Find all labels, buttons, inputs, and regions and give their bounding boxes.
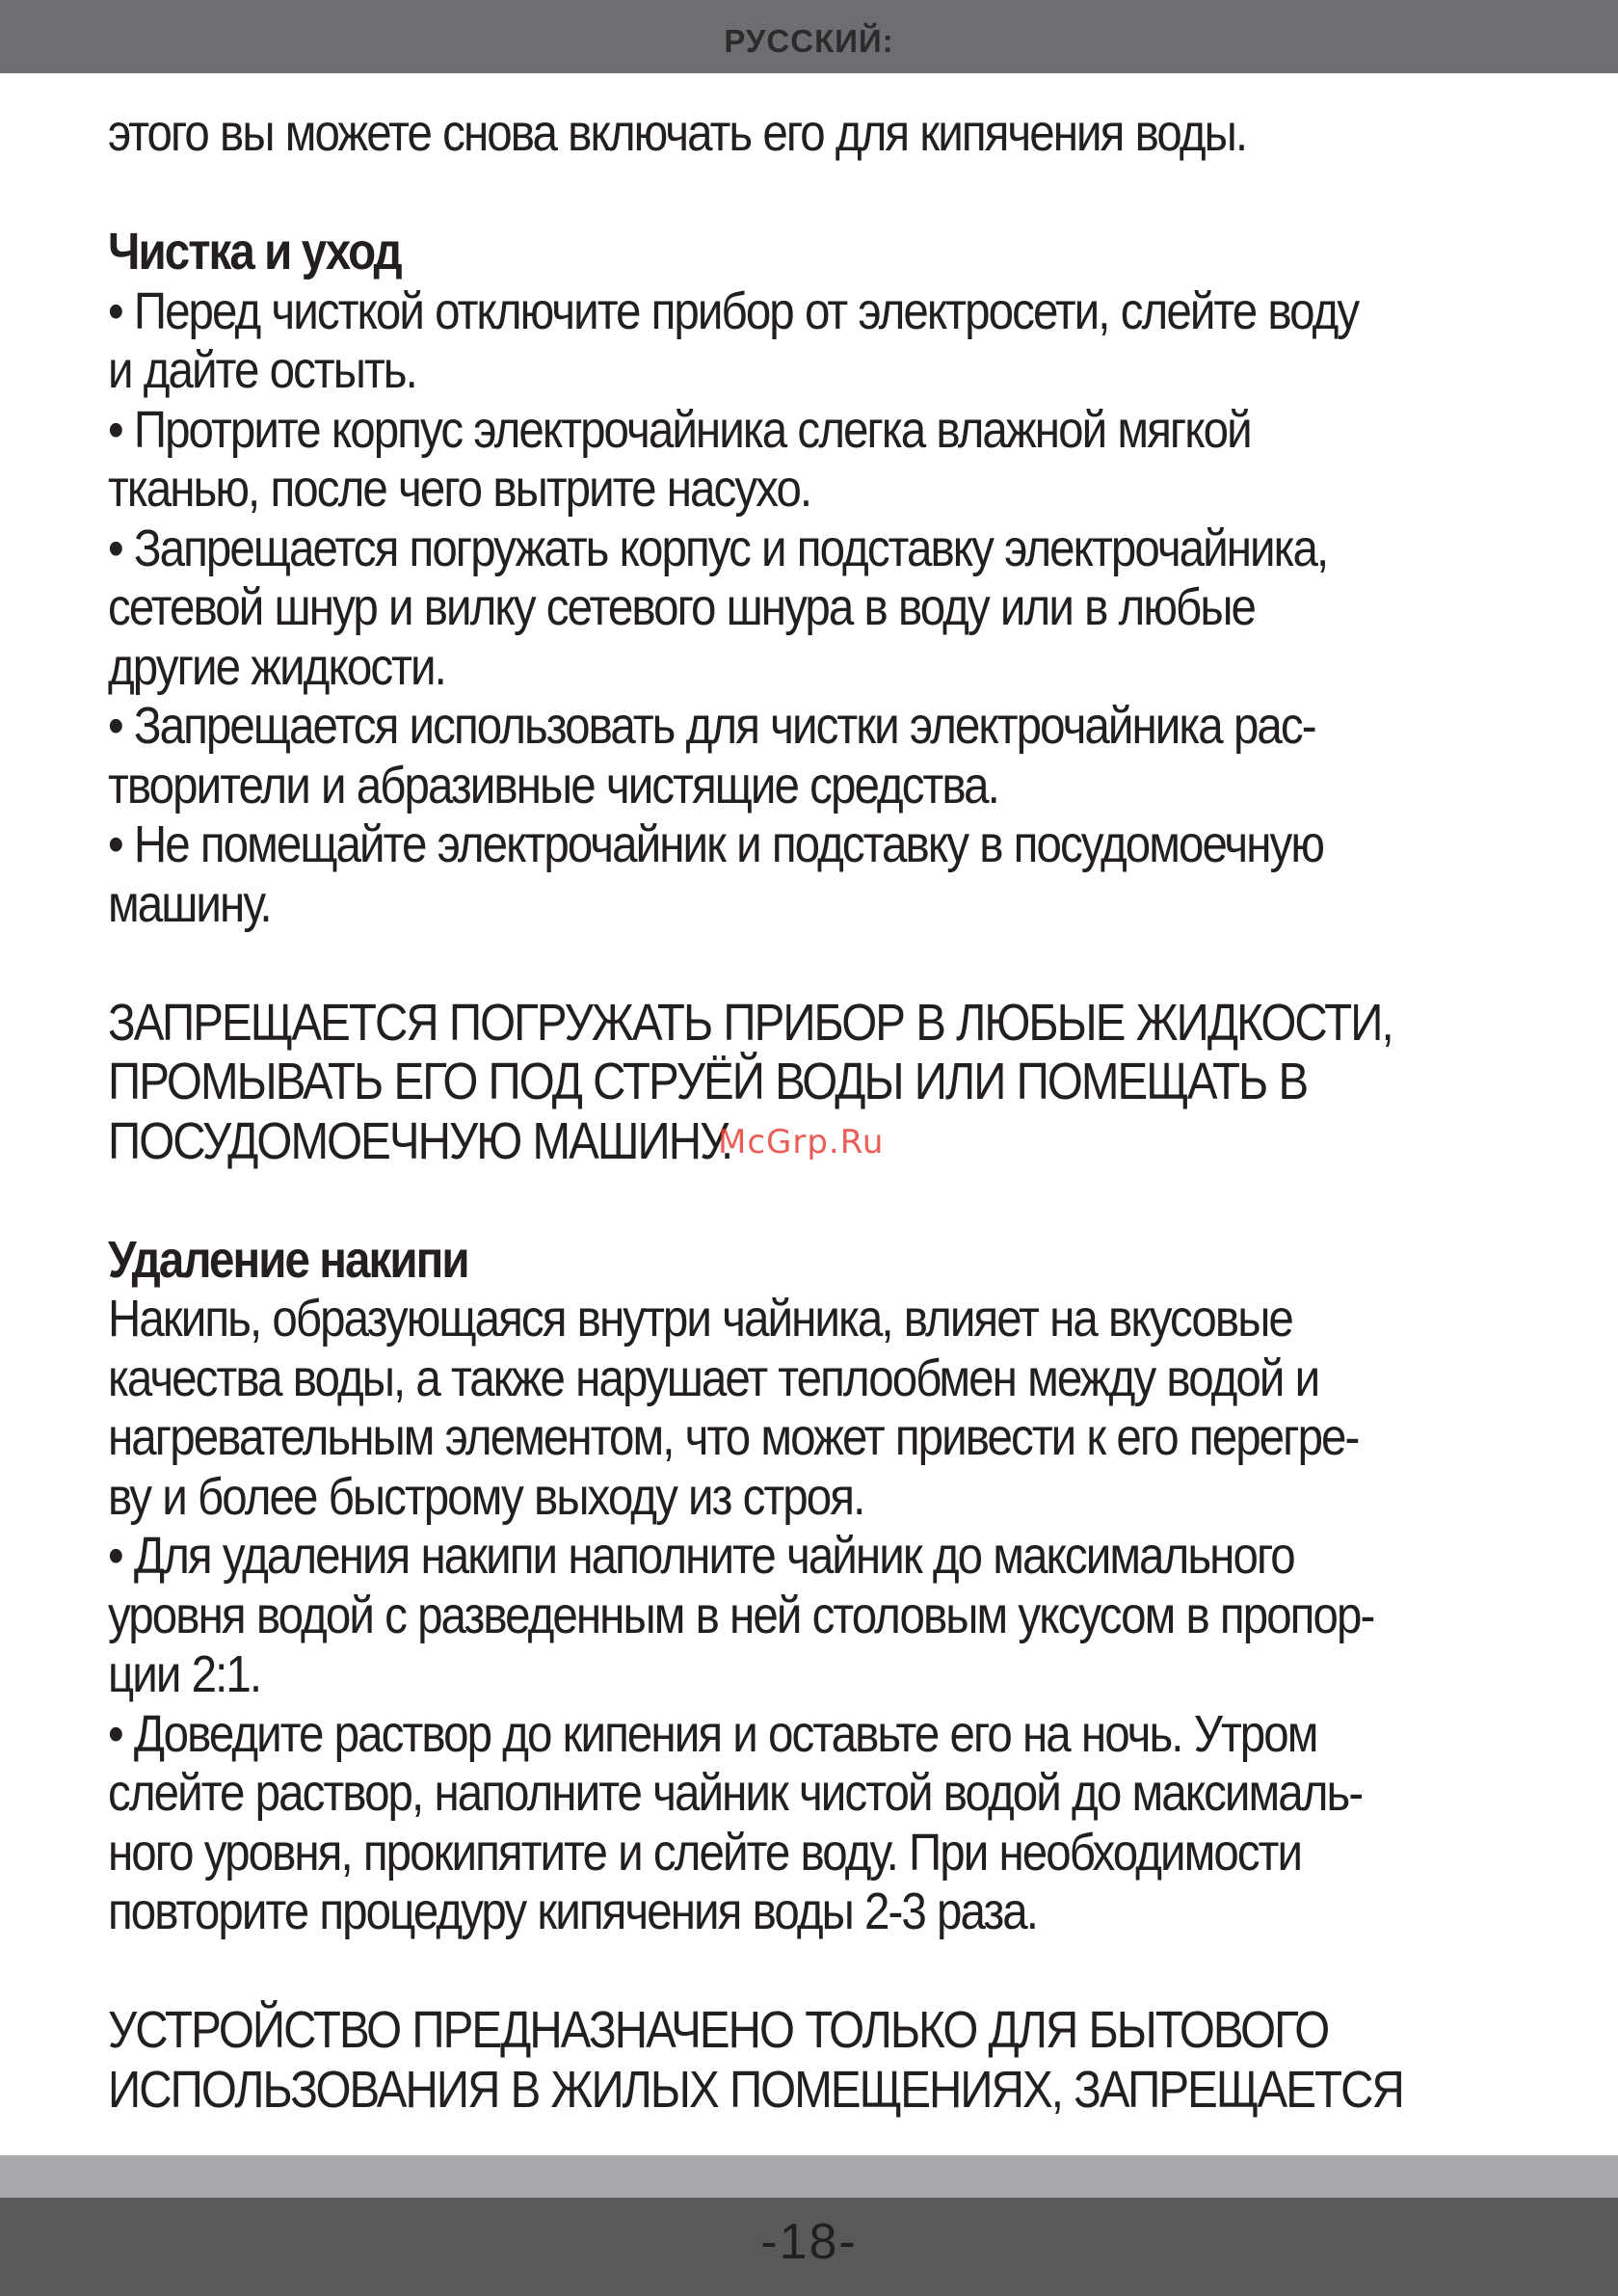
descaling-heading: Удаление накипи: [108, 1230, 468, 1289]
cleaning-line: творители и абразивные чистящие средства.: [108, 756, 998, 814]
descaling-line: повторите процедуру кипячения воды 2-3 раза.: [108, 1882, 1038, 1940]
descaling-line: качества воды, а также нарушает теплообмен между водой и: [108, 1348, 1319, 1407]
language-label: РУССКИЙ:: [724, 23, 894, 59]
cleaning-line: другие жидкости.: [108, 637, 445, 696]
descaling-line: нагревательным элементом, что может привести к его перегре-: [108, 1408, 1359, 1466]
descaling-line: уровня водой с разведенным в ней столовым уксусом в пропор-: [108, 1586, 1374, 1644]
descaling-line: ву и более быстрому выходу из строя.: [108, 1467, 864, 1526]
household-notice-line: ИСПОЛЬЗОВАНИЯ В ЖИЛЫХ ПОМЕЩЕНИЯХ, ЗАПРЕЩАЕТСЯ: [108, 2060, 1403, 2119]
cleaning-line: машину.: [108, 874, 271, 933]
descaling-line: Накипь, образующаяся внутри чайника, влияет на вкусовые: [108, 1290, 1292, 1348]
warning-line: ПРОМЫВАТЬ ЕГО ПОД СТРУЁЙ ВОДЫ ИЛИ ПОМЕЩАТЬ В: [108, 1053, 1308, 1110]
watermark: McGrp.Ru: [718, 1123, 885, 1161]
cleaning-line: • Запрещается использовать для чистки электрочайника рас-: [108, 697, 1315, 755]
warning-line: ПОСУДОМОЕЧНУЮ МАШИНУ.: [108, 1111, 732, 1170]
descaling-line: • Доведите раствор до кипения и оставьте его на ночь. Утром: [108, 1704, 1317, 1763]
warning-line: ЗАПРЕЩАЕТСЯ ПОГРУЖАТЬ ПРИБОР В ЛЮБЫЕ ЖИДКОСТИ,: [108, 993, 1393, 1052]
cleaning-line: • Запрещается погружать корпус и подставку электрочайника,: [108, 519, 1328, 577]
cleaning-line: сетевой шнур и вилку сетевого шнура в воду или в любые: [108, 578, 1256, 636]
page-content: [108, 104, 1518, 2120]
household-notice-line: УСТРОЙСТВО ПРЕДНАЗНАЧЕНО ТОЛЬКО ДЛЯ БЫТОВОГО: [108, 2001, 1329, 2059]
intro-line: этого вы можете снова включать его для кипячения воды.: [108, 104, 1247, 162]
descaling-line: ного уровня, прокипятите и слейте воду. При необходимости: [108, 1823, 1302, 1882]
cleaning-line: • Протрите корпус электрочайника слегка влажной мягкой: [108, 400, 1251, 459]
cleaning-line: • Перед чисткой отключите прибор от электросети, слейте воду: [108, 281, 1359, 340]
cleaning-line: тканью, после чего вытрите насухо.: [108, 460, 811, 518]
cleaning-heading: Чистка и уход: [108, 223, 401, 280]
cleaning-line: и дайте остыть.: [108, 341, 416, 399]
page-number: -18-: [760, 2214, 858, 2270]
cleaning-line: • Не помещайте электрочайник и подставку в посудомоечную: [108, 815, 1324, 873]
descaling-line: слейте раствор, наполните чайник чистой водой до максималь-: [108, 1764, 1363, 1822]
descaling-line: • Для удаления накипи наполните чайник до максимального: [108, 1527, 1294, 1585]
footer-stripe: [0, 2155, 1618, 2198]
descaling-line: ции 2:1.: [108, 1645, 261, 1703]
